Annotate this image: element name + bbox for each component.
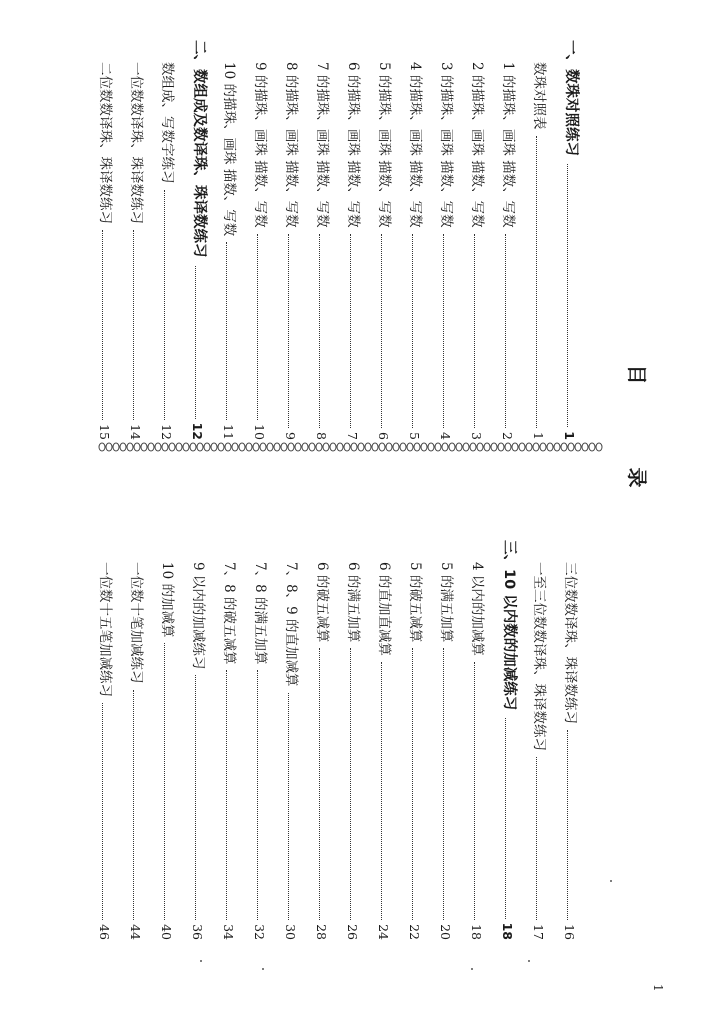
dot-leader [443, 234, 444, 428]
toc-entry [500, 40, 531, 440]
toc-section-heading [562, 40, 593, 440]
toc-entry-label: 4 以内的加减算 [469, 562, 485, 656]
dot-leader [536, 136, 537, 429]
toc-entry-page: 15 [97, 424, 112, 440]
toc-entry-label: 二、数组成及数译珠、珠译数练习 [191, 40, 207, 258]
toc-entry-label: 一位数十笔加减练习 [128, 562, 144, 684]
toc-entry-label: 6 的直加直减算 [376, 562, 392, 656]
toc-entry-page: 12 [190, 422, 205, 440]
dot-leader [319, 648, 320, 920]
toc-entry-page: 10 [252, 424, 267, 440]
toc-entry [376, 540, 407, 940]
toc-entry [469, 540, 500, 940]
dot-leader [102, 230, 103, 420]
toc-entry-label: 数组成、写数字练习 [159, 62, 175, 184]
toc-entry-page: 18 [500, 922, 515, 940]
toc-entry-page: 3 [469, 432, 484, 440]
toc-entry-label: 一位数十五笔加减练习 [97, 562, 113, 697]
toc-entry-label: 一至三位数数译珠、珠译数练习 [531, 562, 547, 751]
dot-leader [102, 703, 103, 920]
toc-entry-page: 24 [376, 924, 391, 940]
toc-entry [221, 540, 252, 940]
dot-leader [257, 670, 258, 920]
toc-entry-label: 5 的破五减算 [407, 562, 423, 643]
toc-entry [314, 540, 345, 940]
toc-entry-label: 6 的破五减算 [314, 562, 330, 643]
toc-entry-page: 30 [283, 924, 298, 940]
toc-entry-label: 二位数数译珠、珠译数练习 [97, 62, 113, 224]
toc-entry-label: 一位数数译珠、珠译数练习 [128, 62, 144, 224]
toc-entry-page: 22 [407, 924, 422, 940]
toc-entry-page: 28 [314, 924, 329, 940]
toc-entry-label: 7、8 的满五加算 [252, 562, 268, 665]
dot-leader [412, 648, 413, 920]
dot-leader [133, 230, 134, 420]
toc-entry [159, 540, 190, 940]
toc-entry [283, 540, 314, 940]
toc-entry [438, 40, 469, 440]
toc-entry [314, 40, 345, 440]
toc-entry-page: 9 [283, 432, 298, 440]
toc-entry-label: 1 的描珠、画珠 描数、写数 [500, 62, 516, 228]
dot-leader [412, 234, 413, 428]
toc-entry-page: 7 [345, 432, 360, 440]
toc-entry-page: 44 [128, 924, 143, 940]
page-number: 1 [651, 984, 665, 992]
toc-entry [97, 40, 128, 440]
toc-entry [531, 540, 562, 940]
dot-leader [133, 690, 134, 921]
toc-entry-label: 9 的描珠、画珠 描数、写数 [252, 62, 268, 228]
dot-leader [226, 670, 227, 920]
toc-entry-label: 7 的描珠、画珠 描数、写数 [314, 62, 330, 228]
toc-entry [531, 40, 562, 440]
dot-leader [257, 234, 258, 420]
toc-entry-page: 4 [438, 432, 453, 440]
toc-entry-label: 一、数珠对照练习 [563, 40, 579, 156]
dot-leader [350, 648, 351, 920]
toc-entry-page: 32 [252, 924, 267, 940]
dot-leader [164, 643, 165, 920]
toc-entry-label: 7、8 的破五减算 [221, 562, 237, 665]
dot-leader [226, 242, 227, 420]
toc-entry-label: 7、8、9 的直加减算 [283, 562, 299, 687]
dot-leader [195, 266, 196, 419]
dot-leader [567, 730, 568, 920]
toc-entry-page: 18 [469, 924, 484, 940]
dot-leader [381, 662, 382, 920]
toc-entry-label: 3 的描珠、画珠 描数、写数 [438, 62, 454, 228]
dot-leader [288, 234, 289, 428]
toc-entry-label: 5 的满五加算 [438, 562, 454, 643]
toc-entry-page: 20 [438, 924, 453, 940]
toc-entry-label: 三、10 以内数的加减练习 [501, 540, 517, 711]
dot-leader [164, 190, 165, 421]
toc-entry-page: 8 [314, 432, 329, 440]
toc-entry [159, 40, 190, 440]
toc-left-column [97, 40, 593, 440]
toc-entry-page: 34 [221, 924, 236, 940]
toc-entry-page: 12 [159, 424, 174, 440]
toc-entry-label: 数珠对照表 [531, 62, 547, 130]
toc-entry [283, 40, 314, 440]
toc-entry-label: 10 的描珠、画珠 描数、写数 [221, 62, 237, 237]
toc-right-column [97, 540, 593, 940]
toc-entry [345, 40, 376, 440]
toc-entry [97, 540, 128, 940]
toc-entry-page: 40 [159, 924, 174, 940]
toc-entry-label: 2 的描珠、画珠 描数、写数 [469, 62, 485, 228]
toc-entry [376, 40, 407, 440]
dot-leader [350, 234, 351, 428]
dot-leader [505, 234, 506, 428]
toc-entry-page: 6 [376, 432, 391, 440]
dot-leader [474, 234, 475, 428]
toc-entry-page: 46 [97, 924, 112, 940]
dot-leader [567, 164, 568, 427]
dot-leader [536, 757, 537, 920]
dot-leader [505, 718, 506, 918]
toc-entry-page: 26 [345, 924, 360, 940]
toc-section-heading [500, 540, 531, 940]
toc-entry [438, 540, 469, 940]
toc-entry-label: 三位数数译珠、珠译数练习 [562, 562, 578, 724]
toc-section-heading [190, 40, 221, 440]
dot-leader [195, 675, 196, 920]
toc-entry-page: 1 [562, 431, 577, 440]
toc-entry [407, 540, 438, 940]
toc-entry-page: 2 [500, 432, 515, 440]
toc-entry [407, 40, 438, 440]
toc-entry [128, 540, 159, 940]
toc-entry [562, 540, 593, 940]
dot-leader [474, 662, 475, 920]
toc-entry [252, 40, 283, 440]
toc-entry-page: 14 [128, 424, 143, 440]
toc-entry [221, 40, 252, 440]
toc-entry-page: 36 [190, 924, 205, 940]
toc-entry-label: 6 的满五加算 [345, 562, 361, 643]
toc-entry [252, 540, 283, 940]
toc-entry-page: 1 [531, 432, 546, 440]
toc-entry-page: 11 [221, 424, 236, 440]
toc-entry [469, 40, 500, 440]
page-title: 目 录 [625, 364, 649, 526]
toc-entry-page: 5 [407, 432, 422, 440]
toc-entry-page: 17 [531, 924, 546, 940]
toc-entry-label: 9 以内的加减练习 [190, 562, 206, 670]
toc-entry [128, 40, 159, 440]
toc-entry [345, 540, 376, 940]
dot-leader [288, 693, 289, 921]
toc-entry-page: 16 [562, 924, 577, 940]
toc-entry-label: 4 的描珠、画珠 描数、写数 [407, 62, 423, 228]
dot-leader [381, 234, 382, 428]
dot-leader [319, 234, 320, 428]
toc-entry-label: 10 的加减算 [159, 562, 175, 638]
toc-entry-label: 8 的描珠、画珠 描数、写数 [283, 62, 299, 228]
ornamental-divider [93, 440, 603, 454]
toc-entry-label: 6 的描珠、画珠 描数、写数 [345, 62, 361, 228]
toc-entry-label: 5 的描珠、画珠 描数、写数 [376, 62, 392, 228]
toc-entry [190, 540, 221, 940]
dot-leader [443, 648, 444, 920]
